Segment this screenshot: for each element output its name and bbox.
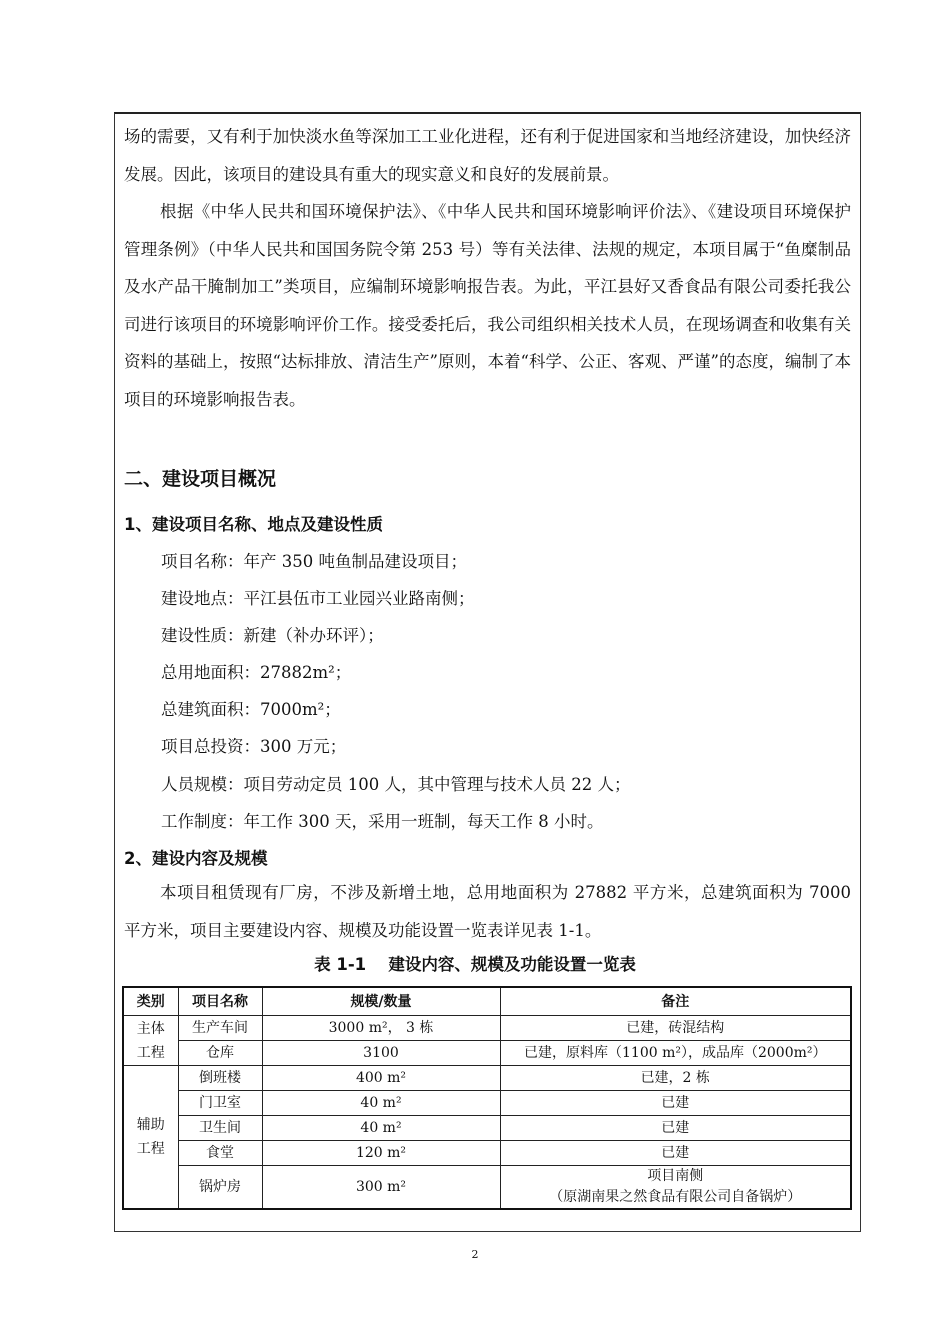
row-note-line-2: （原湖南果之然食品有限公司自备锅炉）: [549, 1189, 802, 1205]
row-note: [500, 1166, 851, 1210]
row-note-line-1: 项目南侧: [647, 1168, 704, 1184]
page-number: 2: [471, 1248, 479, 1261]
row-name: 食堂: [178, 1141, 262, 1166]
project-location-item: 建设地点：平江县伍市工业园兴业路南侧；: [161, 589, 475, 608]
subsection-2-heading: 2、建设内容及规模: [124, 849, 268, 868]
total-building-area-item: 总建筑面积：7000m²；: [161, 700, 341, 719]
table-header-row: [123, 987, 851, 1016]
total-investment-item: 项目总投资：300 万元；: [161, 737, 347, 756]
row-name: 仓库: [178, 1041, 262, 1066]
row-name: 倒班楼: [178, 1066, 262, 1091]
row-scale: 300 m²: [262, 1166, 500, 1210]
total-land-area-item: 总用地面积：27882m²；: [161, 663, 352, 682]
row-name: 卫生间: [178, 1116, 262, 1141]
header-scale: 规模/数量: [262, 987, 500, 1016]
row-note: 已建，2 栋: [500, 1066, 851, 1091]
row-name: 生产车间: [178, 1016, 262, 1041]
row-note: 已建，砖混结构: [500, 1016, 851, 1041]
row-name: 门卫室: [178, 1091, 262, 1116]
row-scale: 40 m²: [262, 1091, 500, 1116]
construction-table: [122, 986, 852, 1210]
table-row: [123, 1091, 851, 1116]
row-scale: 40 m²: [262, 1116, 500, 1141]
project-name-item: 项目名称：年产 350 吨鱼制品建设项目；: [161, 552, 467, 571]
header-category: 类别: [123, 987, 178, 1016]
subsection-1-heading: 1、建设项目名称、地点及建设性质: [124, 515, 383, 534]
work-schedule-item: 工作制度：年工作 300 天，采用一班制，每天工作 8 小时。: [161, 812, 604, 831]
intro-paragraph-2: 根据《中华人民共和国环境保护法》、《中华人民共和国环境影响评价法》、《建设项目环境保护管理条例》（中华人民共和国国务院令第 253 号）等有关法律、法规的规定，本项目属于“鱼糜制品及水产品干腌制加工”类项目，应编制环境影响报告表。为此，平江县好又香食品有限公司委托我公司进行该项目的环境影响评价工作。接受委托后，我公司组织相关技术人员，在现场调查和收集有关资料的基础上，按照“达标排放、清洁生产”原则，本着“科学、公正、客观、严谨”的态度，编制了本项目的环境影响报告表。: [124, 202, 851, 409]
table-row: [123, 1016, 851, 1041]
subsection-2-paragraph: 本项目租赁现有厂房，不涉及新增土地，总用地面积为 27882 平方米，总建筑面积为 7000 平方米，项目主要建设内容、规模及功能设置一览表详见表 1-1。: [124, 883, 851, 940]
row-note: 已建，原料库（1100 m²），成品库（2000m²）: [500, 1041, 851, 1066]
section-heading: 二、建设项目概况: [124, 468, 277, 490]
row-note: 已建: [500, 1141, 851, 1166]
row-scale: 3000 m²， 3 栋: [262, 1016, 500, 1041]
intro-paragraph-1: 场的需要，又有利于加快淡水鱼等深加工工业化进程，还有利于促进国家和当地经济建设，加快经济发展。因此，该项目的建设具有重大的现实意义和良好的发展前景。: [124, 127, 851, 184]
row-note: 已建: [500, 1091, 851, 1116]
table-caption: 表 1-1 建设内容、规模及功能设置一览表: [314, 955, 636, 974]
row-scale: 3100: [262, 1041, 500, 1066]
row-note: 已建: [500, 1116, 851, 1141]
table-row: [123, 1116, 851, 1141]
row-scale: 400 m²: [262, 1066, 500, 1091]
staffing-item: 人员规模：项目劳动定员 100 人，其中管理与技术人员 22 人；: [161, 775, 631, 794]
category-main: 主体工程: [123, 1016, 178, 1066]
header-item-name: 项目名称: [178, 987, 262, 1016]
table-row: [123, 1166, 851, 1210]
table-row: [123, 1141, 851, 1166]
project-nature-item: 建设性质：新建（补办环评）；: [161, 626, 384, 645]
header-remarks: 备注: [500, 987, 851, 1016]
table-row: [123, 1041, 851, 1066]
row-scale: 120 m²: [262, 1141, 500, 1166]
table-row: [123, 1066, 851, 1091]
row-name: 锅炉房: [178, 1166, 262, 1210]
category-aux: 辅助工程: [123, 1066, 178, 1210]
